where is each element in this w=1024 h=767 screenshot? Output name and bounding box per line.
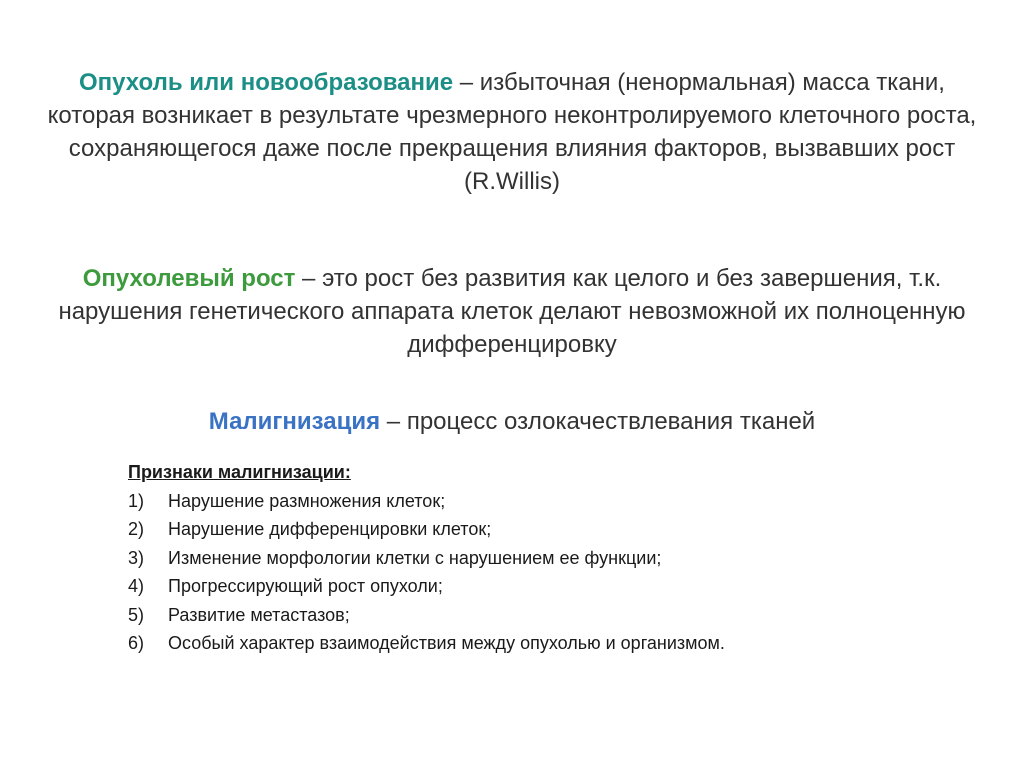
- list-item-number: 5): [128, 604, 145, 625]
- list-item: [128, 544, 948, 573]
- list-item-text: Изменение морфологии клетки с нарушением ее функции;: [168, 547, 662, 568]
- definition-tumor-text: – избыточная (ненормальная) масса ткани, которая возникает в результате чрезмерного неконтролируемого клеточного роста, сохраняющегося даже после прекращения влияния факторов, вызвавших рост (R.Willis): [47, 69, 977, 195]
- malignization-signs: [128, 458, 948, 658]
- list-item: [128, 572, 948, 601]
- definition-malignization-text: – процесс озлокачествлевания тканей: [380, 408, 816, 435]
- definition-tumor-growth-text: – это рост без развития как целого и без завершения, т.к. нарушения генетического аппарата клеток делают невозможной их полноценную дифференцировку: [58, 265, 966, 358]
- list-item: [128, 601, 948, 630]
- definition-malignization: [40, 405, 984, 438]
- list-item-text: Нарушение размножения клеток;: [168, 490, 446, 511]
- list-item-number: 3): [128, 547, 145, 568]
- list-item-number: 6): [128, 633, 145, 653]
- term-malignization: Малигнизация: [208, 408, 381, 435]
- list-item-text: Нарушение дифференцировки клеток;: [168, 519, 492, 539]
- list-item-text: Прогрессирующий рост опухоли;: [168, 576, 443, 596]
- list-item: [128, 515, 948, 544]
- signs-list: [128, 487, 948, 658]
- term-tumor-growth: Опухолевый рост: [82, 265, 296, 292]
- definition-tumor: [40, 66, 984, 198]
- list-item-text: Развитие метастазов;: [168, 604, 350, 625]
- definition-tumor-growth: [40, 262, 984, 361]
- list-item-number: 2): [128, 519, 145, 539]
- list-item-text: Особый характер взаимодействия между опухолью и организмом.: [168, 633, 725, 653]
- term-tumor: Опухоль или новообразование: [79, 69, 454, 96]
- list-item: [128, 487, 948, 516]
- signs-title: Признаки малигнизации:: [128, 462, 351, 482]
- list-item: [128, 629, 948, 658]
- list-item-number: 4): [128, 576, 145, 596]
- list-item-number: 1): [128, 490, 145, 511]
